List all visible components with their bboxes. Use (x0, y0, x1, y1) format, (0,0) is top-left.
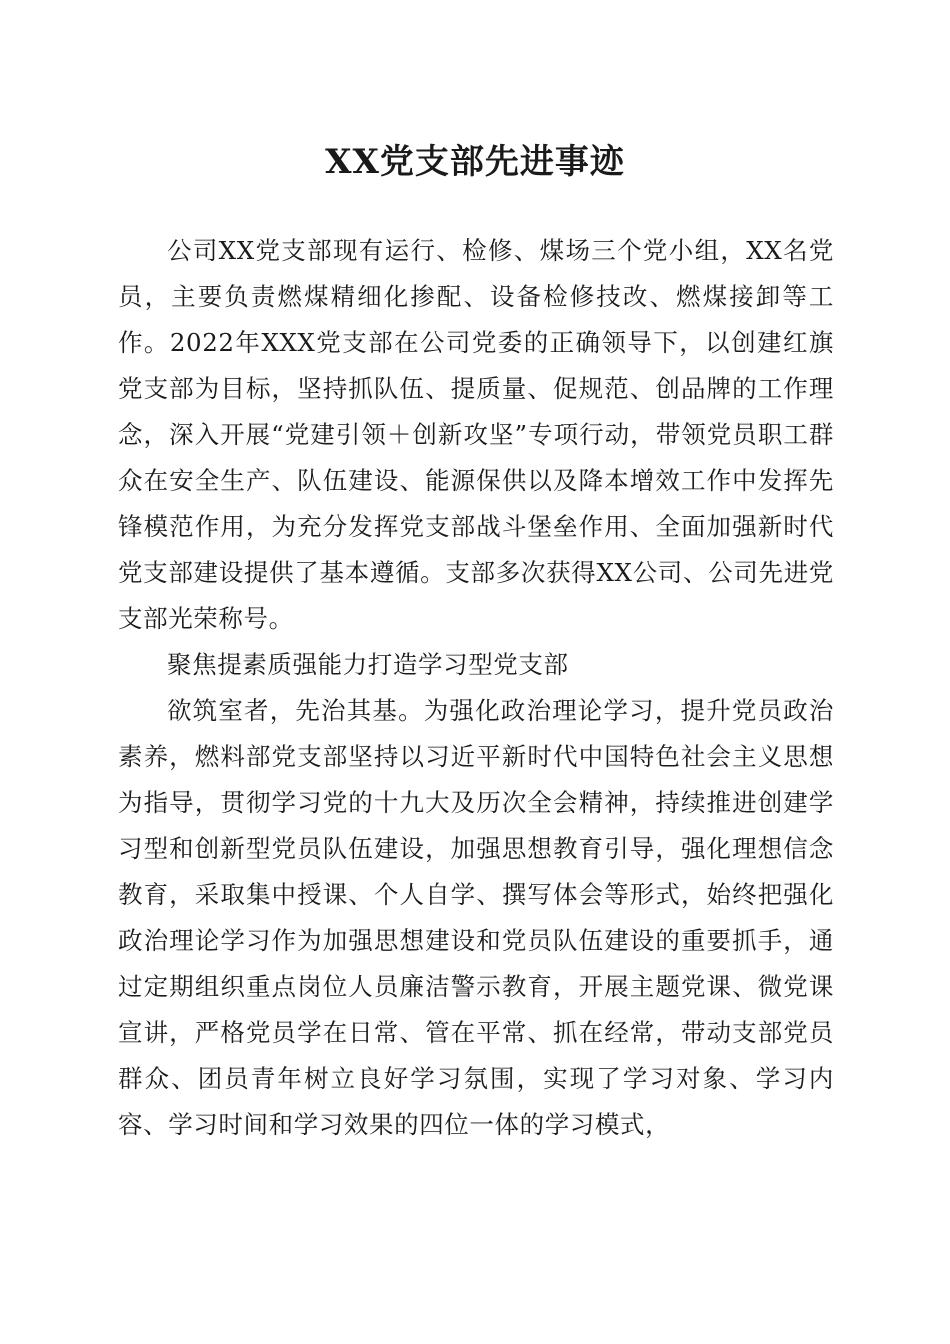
document-title: XX党支部先进事迹 (325, 142, 625, 182)
section-heading: 聚焦提素质强能力打造学习型党支部 (167, 650, 569, 679)
document-body (118, 228, 834, 1148)
section-paragraph: 欲筑室者，先治其基。为强化政治理论学习，提升党员政治素养，燃料部党支部坚持以习近平新时代中国特色社会主义思想为指导，贯彻学习党的十九大及历次全会精神，持续推进创建学习型和创新型党员队伍建设，加强思想教育引导，强化理想信念教育，采取集中授课、个人自学、撰写体会等形式，始终把强化政治理论学习作为加强思想建设和党员队伍建设的重要抓手，通过定期组织重点岗位人员廉洁警示教育，开展主题党课、微党课宣讲，严格党员学在日常、管在平常、抓在经常，带动支部党员群众、团员青年树立良好学习氛围，实现了学习对象、学习内容、学习时间和学习效果的四位一体的学习模式， (118, 696, 834, 1139)
intro-paragraph: 公司XX党支部现有运行、检修、煤场三个党小组，XX名党员，主要负责燃煤精细化掺配、设备检修技改、燃煤接卸等工作。2022年XXX党支部在公司党委的正确领导下，以创建红旗党支部为目标，坚持抓队伍、提质量、促规范、创品牌的工作理念，深入开展“党建引领＋创新攻坚”专项行动，带领党员职工群众在安全生产、队伍建设、能源保供以及降本增效工作中发挥先锋模范作用，为充分发挥党支部战斗堡垒作用、全面加强新时代党支部建设提供了基本遵循。支部多次获得XX公司、公司先进党支部光荣称号。 (118, 236, 834, 633)
